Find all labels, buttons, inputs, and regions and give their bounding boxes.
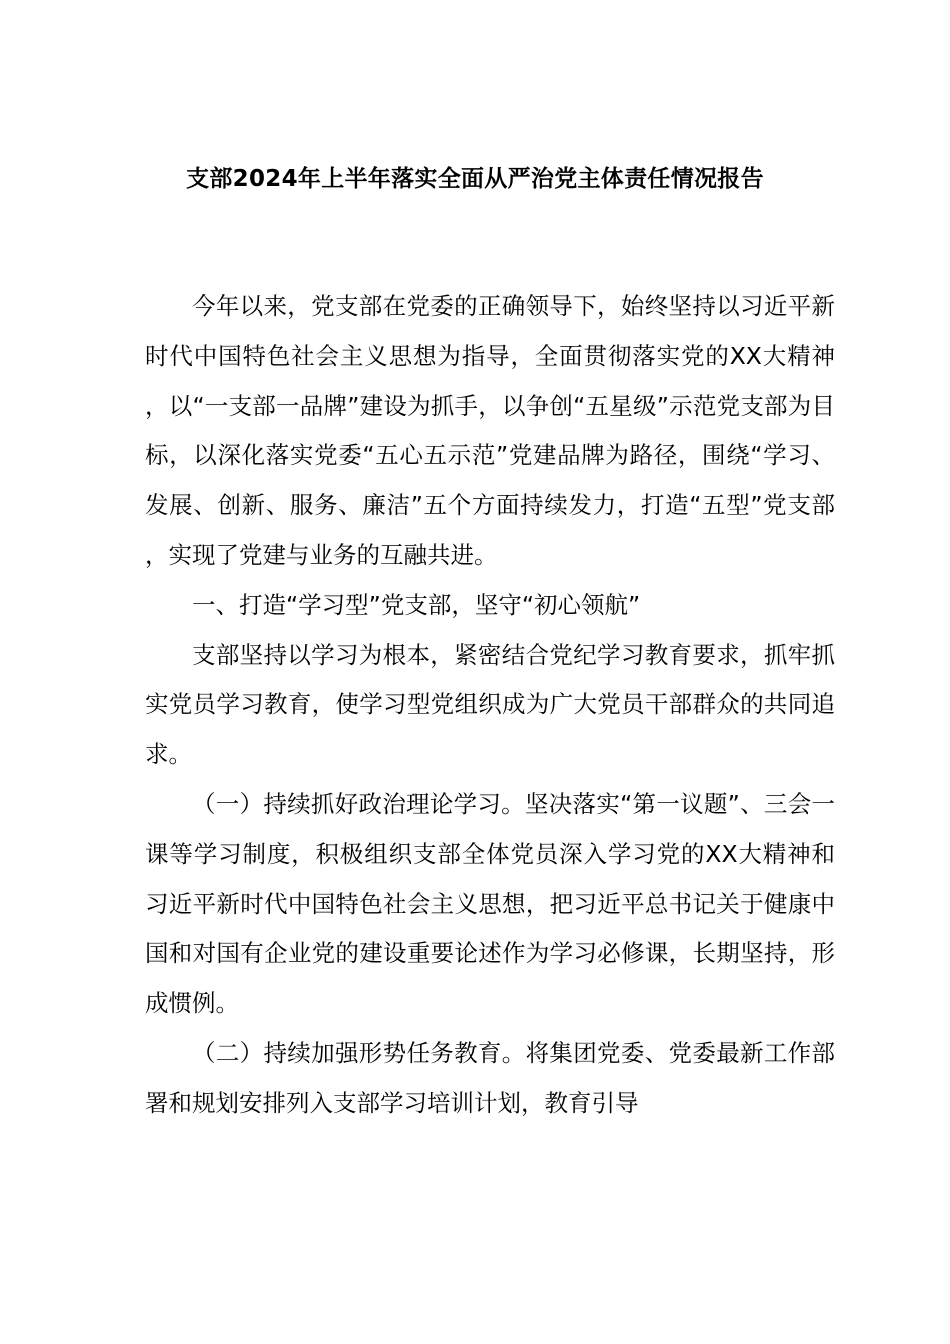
paragraph-section-1: 支部坚持以学习为根本，紧密结合党纪学习教育要求，抓牢抓实党员学习教育，使学习型党组织成为广大党员干部群众的共同追求。 [145,640,835,769]
document-body [145,282,835,1129]
section-heading-1: 一、打造“学习型”党支部，坚守“初心领航” [192,590,641,619]
paragraph-subsection-1: （一）持续抓好政治理论学习。坚决落实“第一议题”、三会一课等学习制度，积极组织支部全体党员深入学习党的XX大精神和习近平新时代中国特色社会主义思想，把习近平总书记关于健康中国和对国有企业党的建设重要论述作为学习必修课，长期坚持，形成惯例。 [145,789,835,1018]
paragraph-intro: 今年以来，党支部在党委的正确领导下，始终坚持以习近平新时代中国特色社会主义思想为指导，全面贯彻落实党的XX大精神，以“一支部一品牌”建设为抓手，以争创“五星级”示范党支部为目标，以深化落实党委“五心五示范”党建品牌为路径，围绕“学习、发展、创新、服务、廉洁”五个方面持续发力，打造“五型”党支部，实现了党建与业务的互融共进。 [145,292,835,569]
document-title: 支部2024年上半年落实全面从严治党主体责任情况报告 [186,166,764,192]
paragraph-subsection-2: （二）持续加强形势任务教育。将集团党委、党委最新工作部署和规划安排列入支部学习培训计划，教育引导 [145,1038,835,1117]
